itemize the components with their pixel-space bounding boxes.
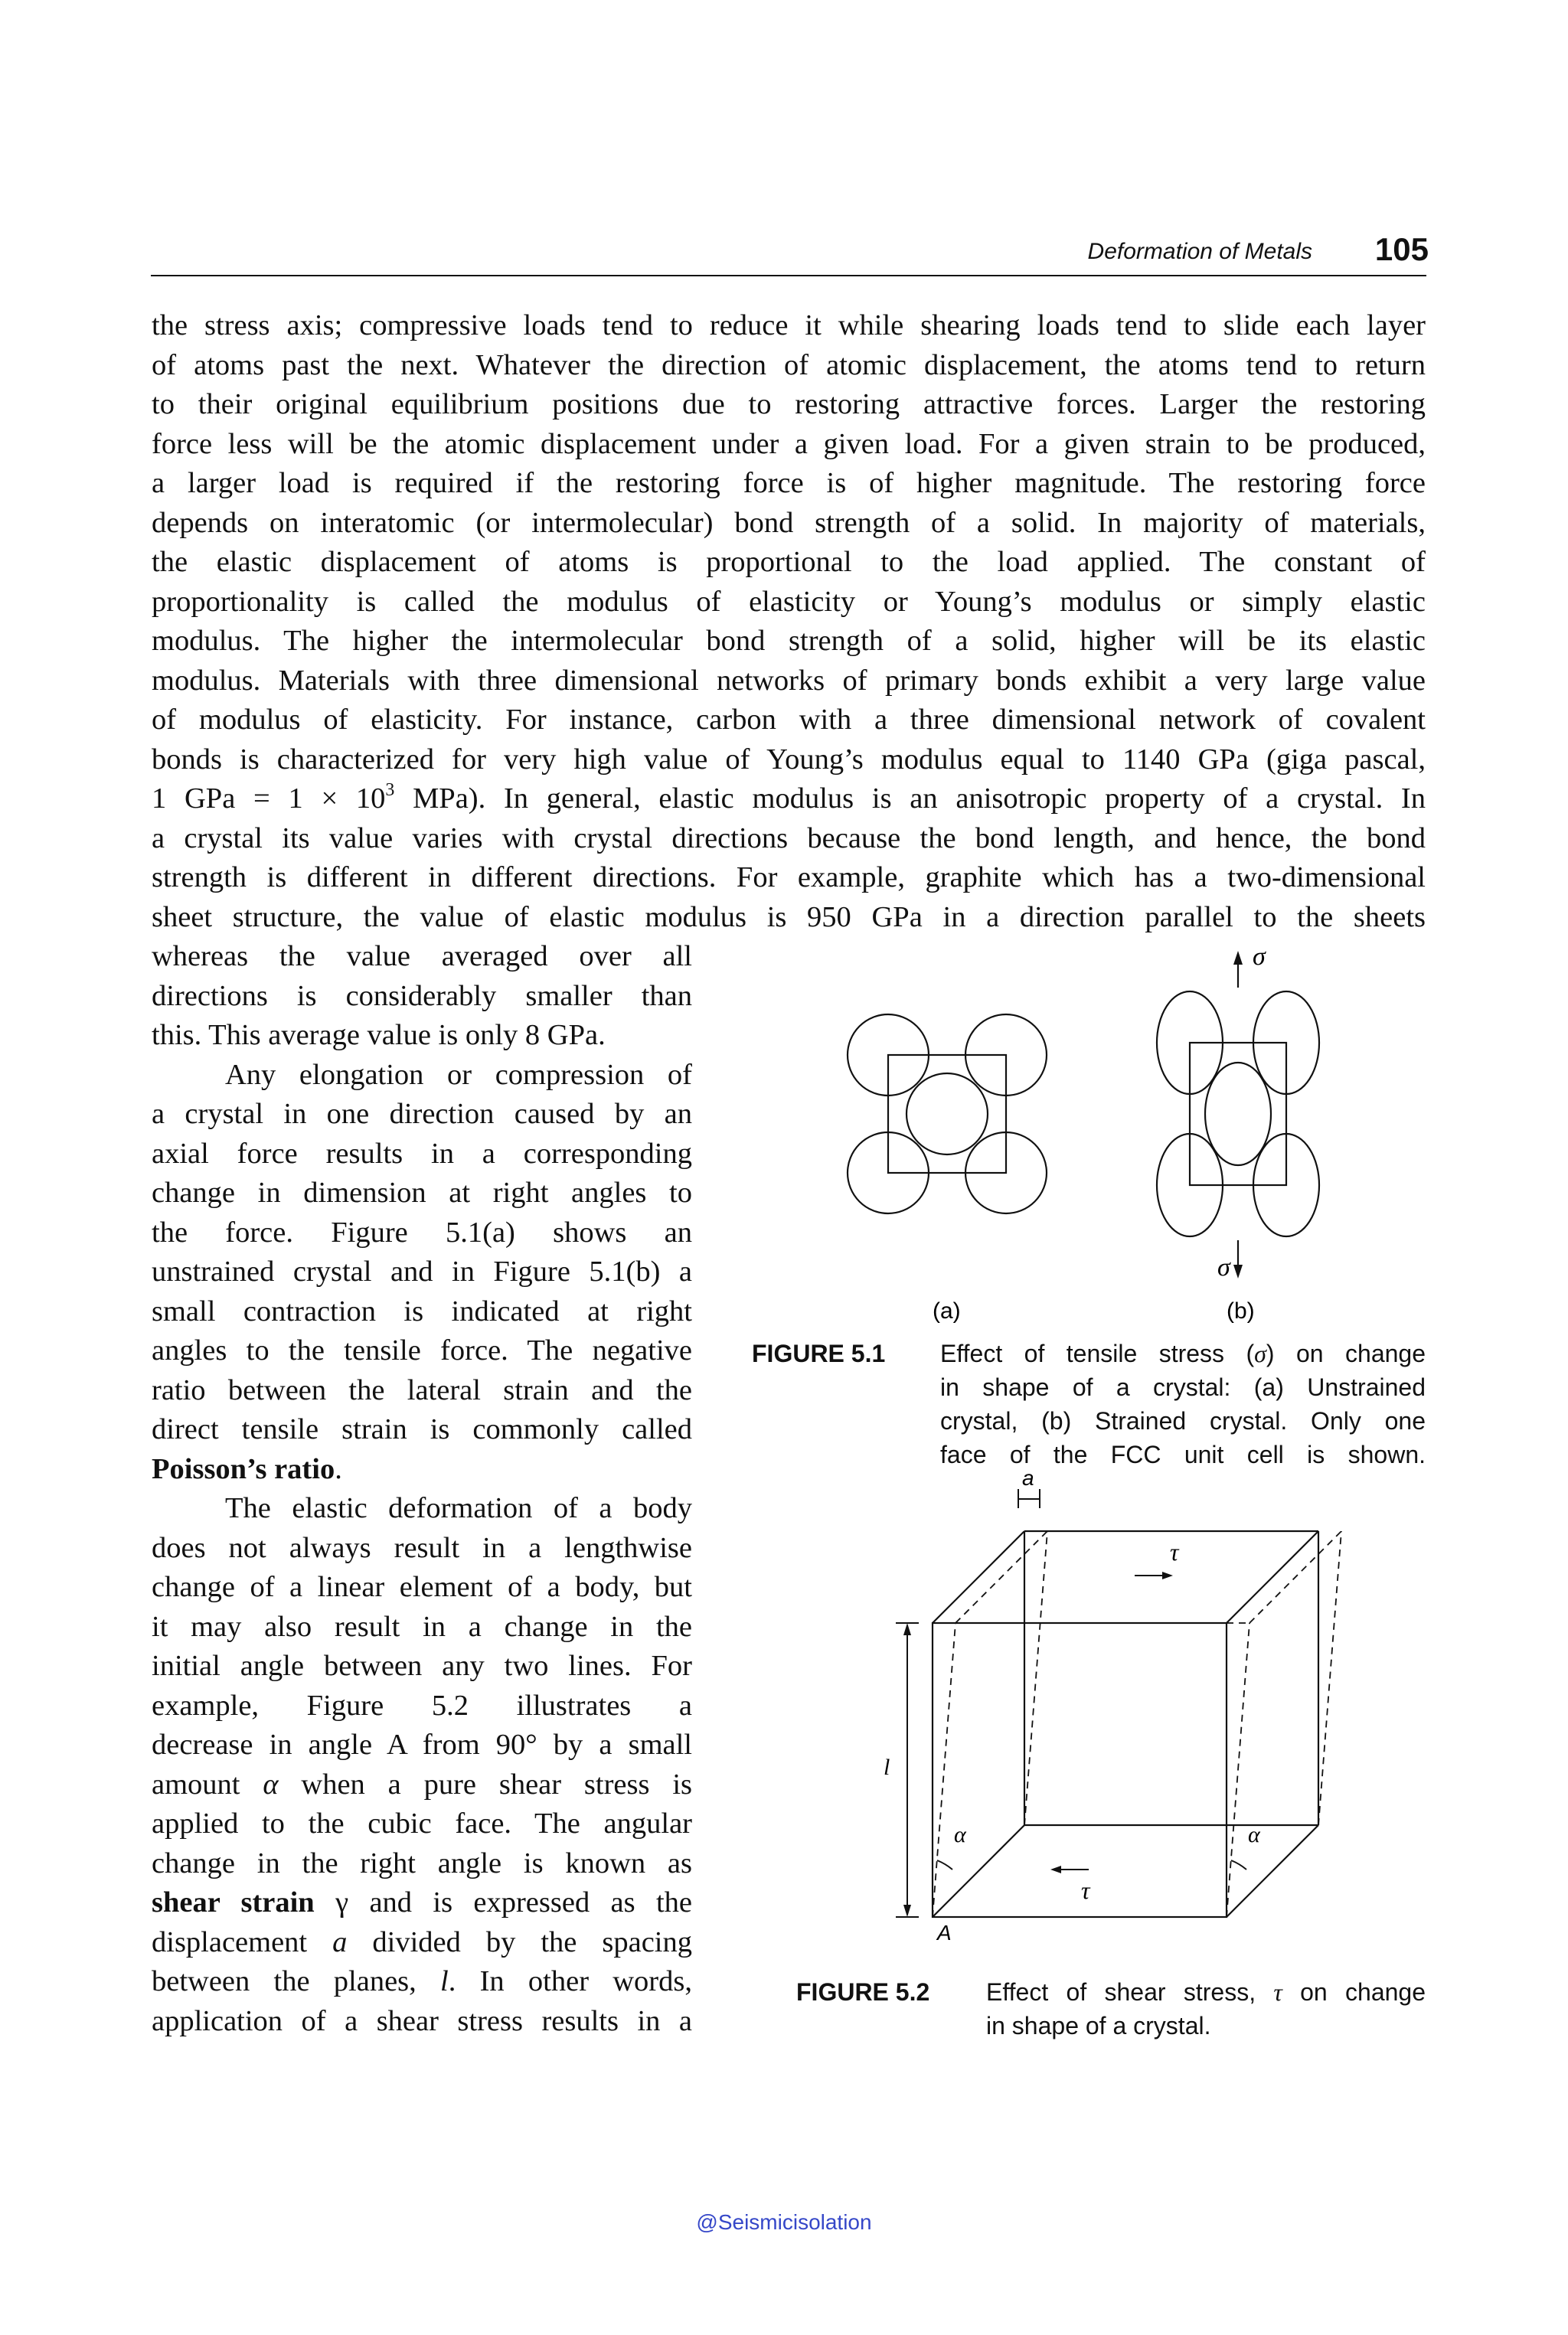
figure-5-1-diagram bbox=[827, 942, 1378, 1332]
figure-5-2-caption bbox=[796, 1975, 1426, 2049]
text-line: force less will be the atomic displacement under a given load. For a given strain to be produced, bbox=[152, 427, 1426, 460]
text-line: displacement a divided by the spacing bbox=[152, 1925, 692, 1958]
text-line: decrease in angle A from 90° by a small bbox=[152, 1729, 692, 1761]
text-line: a crystal in one direction caused by an bbox=[152, 1098, 692, 1130]
face-center-atom bbox=[906, 1073, 988, 1154]
left-column-text bbox=[152, 937, 692, 2041]
text-line: it may also result in a change in the bbox=[152, 1610, 692, 1643]
text-line: shear strain γ and is expressed as the bbox=[152, 1886, 692, 1919]
text-line: the stress axis; compressive loads tend to reduce it while shearing loads tend to slide each layer bbox=[152, 309, 1426, 341]
text-line: a larger load is required if the restoring force is of higher magnitude. The restoring force bbox=[152, 467, 1426, 499]
sheared-edge bbox=[1024, 1531, 1047, 1825]
text-line: bonds is characterized for very high value of Young’s modulus equal to 1140 GPa (giga pascal, bbox=[152, 743, 1426, 776]
alpha-arc bbox=[1231, 1860, 1246, 1870]
figure-label: FIGURE 5.1 bbox=[752, 1340, 886, 1367]
text-line: strength is different in different directions. For example, graphite which has a two-dimensional bbox=[152, 861, 1426, 893]
text-line: modulus. The higher the intermolecular bond strength of a solid, higher will be its elastic bbox=[152, 625, 1426, 657]
text-line: initial angle between any two lines. For bbox=[152, 1650, 692, 1682]
header-rule bbox=[151, 275, 1426, 276]
face-center-atom bbox=[1205, 1063, 1271, 1165]
caption-line: face of the FCC unit cell is shown. bbox=[940, 1441, 1426, 1468]
cube-edge bbox=[1227, 1825, 1318, 1917]
text-line: small contraction is indicated at right bbox=[152, 1295, 692, 1328]
cube-edge bbox=[933, 1531, 1024, 1623]
tau-label: τ bbox=[1081, 1876, 1090, 1904]
shear-strain-term: shear strain bbox=[152, 1886, 315, 1919]
sheared-edge bbox=[1250, 1531, 1341, 1623]
figure-5-1-caption bbox=[752, 1337, 1426, 1474]
text-line: applied to the cubic face. The angular bbox=[152, 1808, 692, 1840]
text-line: sheet structure, the value of elastic modulus is 950 GPa in a direction parallel to the sheets bbox=[152, 900, 1426, 933]
text-line: to their original equilibrium positions due to restoring attractive forces. Larger the restoring bbox=[152, 388, 1426, 420]
poisson-ratio-term: Poisson’s ratio bbox=[152, 1452, 335, 1485]
watermark-text: @Seismicisolation bbox=[696, 2210, 872, 2234]
poisson-line: Poisson’s ratio. bbox=[152, 1452, 342, 1485]
cube-edge bbox=[933, 1825, 1024, 1917]
text-line: a crystal its value varies with crystal directions because the bond length, and hence, the bond bbox=[152, 821, 1426, 854]
text-line: Any elongation or compression of bbox=[225, 1058, 692, 1091]
tau-label: τ bbox=[1170, 1538, 1179, 1566]
text-line: modulus. Materials with three dimensional networks of primary bonds exhibit a very large value bbox=[152, 664, 1426, 697]
caption-line: Effect of tensile stress (σ) on change bbox=[940, 1340, 1426, 1367]
text-line: does not always result in a lengthwise bbox=[152, 1531, 692, 1564]
caption-line: in shape of a crystal. bbox=[986, 2012, 1211, 2039]
sigma-label: σ bbox=[1217, 1253, 1230, 1282]
running-title: Deformation of Metals bbox=[1087, 239, 1312, 264]
caption-line: Effect of shear stress, τ on change bbox=[986, 1978, 1426, 2006]
text-line: depends on interatomic (or intermolecular) bond strength of a solid. In majority of materials, bbox=[152, 506, 1426, 539]
text-line: change of a linear element of a body, but bbox=[152, 1571, 692, 1603]
page-number: 105 bbox=[1374, 231, 1429, 267]
dimension-l-label: l bbox=[884, 1755, 890, 1780]
alpha-label: α bbox=[954, 1822, 966, 1847]
cube-edge bbox=[1227, 1531, 1318, 1623]
text-line: whereas the value averaged over all bbox=[152, 940, 692, 972]
caption-line: in shape of a crystal: (a) Unstrained bbox=[940, 1373, 1426, 1401]
text-line: unstrained crystal and in Figure 5.1(b) a bbox=[152, 1256, 692, 1288]
subfigure-label-b: (b) bbox=[1227, 1298, 1255, 1324]
text-line: change in the right angle is known as bbox=[152, 1847, 692, 1879]
text-line: direct tensile strain is commonly called bbox=[152, 1413, 692, 1445]
text-line: the force. Figure 5.1(a) shows an bbox=[152, 1216, 692, 1249]
sheared-edge bbox=[1227, 1623, 1250, 1917]
arrowhead bbox=[1233, 951, 1243, 965]
alpha-label: α bbox=[1248, 1822, 1260, 1847]
alpha-arc bbox=[937, 1860, 952, 1870]
corner-label: A bbox=[937, 1921, 952, 1945]
top-paragraph bbox=[152, 306, 1426, 937]
text-line: axial force results in a corresponding bbox=[152, 1137, 692, 1170]
text-line: of modulus of elasticity. For instance, carbon with a three dimensional network of covalent bbox=[152, 704, 1426, 736]
text-line: directions is considerably smaller than bbox=[152, 979, 692, 1012]
subfigure-label-a: (a) bbox=[933, 1298, 961, 1324]
dimension-a-label: a bbox=[1022, 1470, 1034, 1490]
text-line: of atoms past the next. Whatever the direction of atomic displacement, the atoms tend to return bbox=[152, 348, 1426, 381]
footer-watermark bbox=[0, 2210, 1568, 2235]
sheared-edge bbox=[956, 1531, 1047, 1623]
caption-line: crystal, (b) Strained crystal. Only one bbox=[940, 1407, 1426, 1435]
text-line: application of a shear stress results in a bbox=[152, 2004, 692, 2037]
text-line: example, Figure 5.2 illustrates a bbox=[152, 1689, 692, 1722]
text-line: angles to the tensile force. The negative bbox=[152, 1334, 692, 1367]
text-line: this. This average value is only 8 GPa. bbox=[152, 1019, 606, 1051]
sheared-edge bbox=[933, 1623, 956, 1917]
text-line: proportionality is called the modulus of elasticity or Young’s modulus or simply elastic bbox=[152, 585, 1426, 618]
sigma-label: σ bbox=[1253, 942, 1266, 971]
arrowhead bbox=[1233, 1265, 1243, 1279]
figure-label: FIGURE 5.2 bbox=[796, 1978, 930, 2006]
text-line: The elastic deformation of a body bbox=[225, 1492, 692, 1524]
text-line-with-exponent: 1 GPa = $1 \times 10^3$ MPa). In general, elastic modulus is an anisotropic property of a crystal. In bbox=[152, 779, 1426, 815]
text-line: amount α when a pure shear stress is bbox=[152, 1768, 693, 1801]
sheared-edge bbox=[1318, 1531, 1341, 1825]
figure-5-2-diagram bbox=[858, 1470, 1378, 1945]
text-line: between the planes, l. In other words, bbox=[152, 1965, 692, 1997]
text-line: ratio between the lateral strain and the bbox=[152, 1373, 692, 1406]
text-line: change in dimension at right angles to bbox=[152, 1177, 692, 1209]
text-line: the elastic displacement of atoms is proportional to the load applied. The constant of bbox=[152, 546, 1426, 578]
